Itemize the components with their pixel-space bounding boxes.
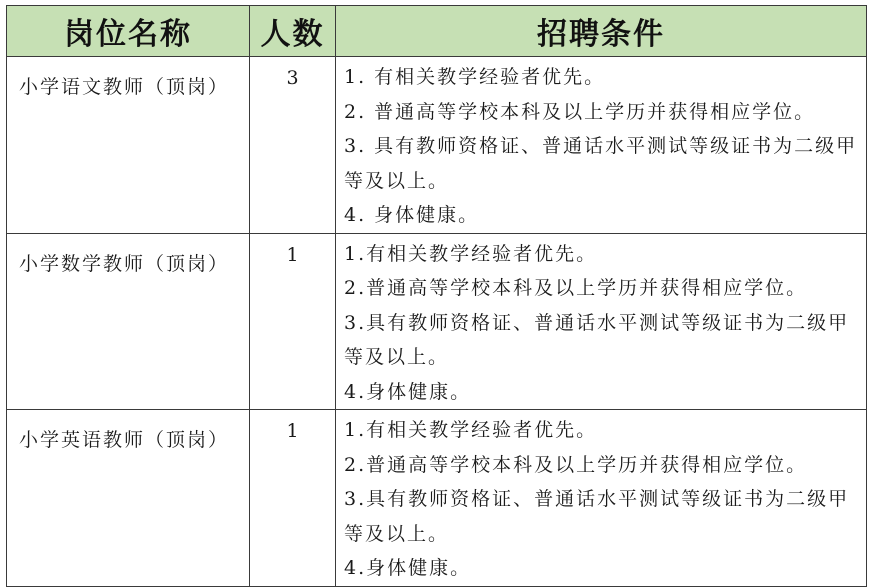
requirement-item: 2. 普通高等学校本科及以上学历并获得相应学位。 [344, 100, 816, 123]
requirement-item: 2.普通高等学校本科及以上学历并获得相应学位。 [344, 277, 808, 299]
recruitment-table-container [6, 5, 866, 587]
count-cell [250, 410, 336, 587]
requirement-item: 1.有相关教学经验者优先。 [344, 242, 598, 265]
requirement-item: 4.身体健康。 [344, 557, 472, 579]
table-row [7, 57, 867, 234]
position-cell [7, 57, 250, 234]
count-cell [250, 57, 336, 234]
requirements-list [336, 410, 866, 586]
table-row [7, 410, 867, 587]
requirement-item: 3.具有教师资格证、普通话水平测试等级证书为二级甲等及以上。 [344, 488, 850, 545]
requirement-item: 2.普通高等学校本科及以上学历并获得相应学位。 [344, 453, 808, 476]
count-cell [250, 233, 336, 410]
position-count: 3 [286, 67, 299, 89]
table-header-row [7, 6, 867, 57]
requirement-item: 1. 有相关教学经验者优先。 [344, 66, 606, 88]
requirement-item: 4.身体健康。 [344, 380, 472, 403]
requirements-list [336, 234, 866, 410]
requirements-list [336, 57, 866, 233]
recruitment-table [6, 5, 867, 587]
requirement-item: 1.有相关教学经验者优先。 [344, 419, 598, 441]
position-name: 小学语文教师（顶岗） [19, 76, 230, 98]
requirement-item: 4. 身体健康。 [344, 204, 480, 226]
requirements-cell [336, 57, 867, 234]
position-cell [7, 233, 250, 410]
position-cell [7, 410, 250, 587]
table-row [7, 233, 867, 410]
requirement-item: 3. 具有教师资格证、普通话水平测试等级证书为二级甲等及以上。 [344, 135, 858, 192]
header-position: 岗位名称 [7, 6, 250, 57]
position-count: 1 [286, 420, 299, 442]
requirements-cell [336, 410, 867, 587]
position-count: 1 [286, 243, 299, 266]
header-count: 人数 [250, 6, 336, 57]
position-name: 小学数学教师（顶岗） [19, 252, 230, 275]
header-requirements: 招聘条件 [336, 6, 867, 57]
position-name: 小学英语教师（顶岗） [19, 429, 230, 451]
requirement-item: 3.具有教师资格证、普通话水平测试等级证书为二级甲等及以上。 [344, 311, 850, 368]
requirements-cell [336, 233, 867, 410]
